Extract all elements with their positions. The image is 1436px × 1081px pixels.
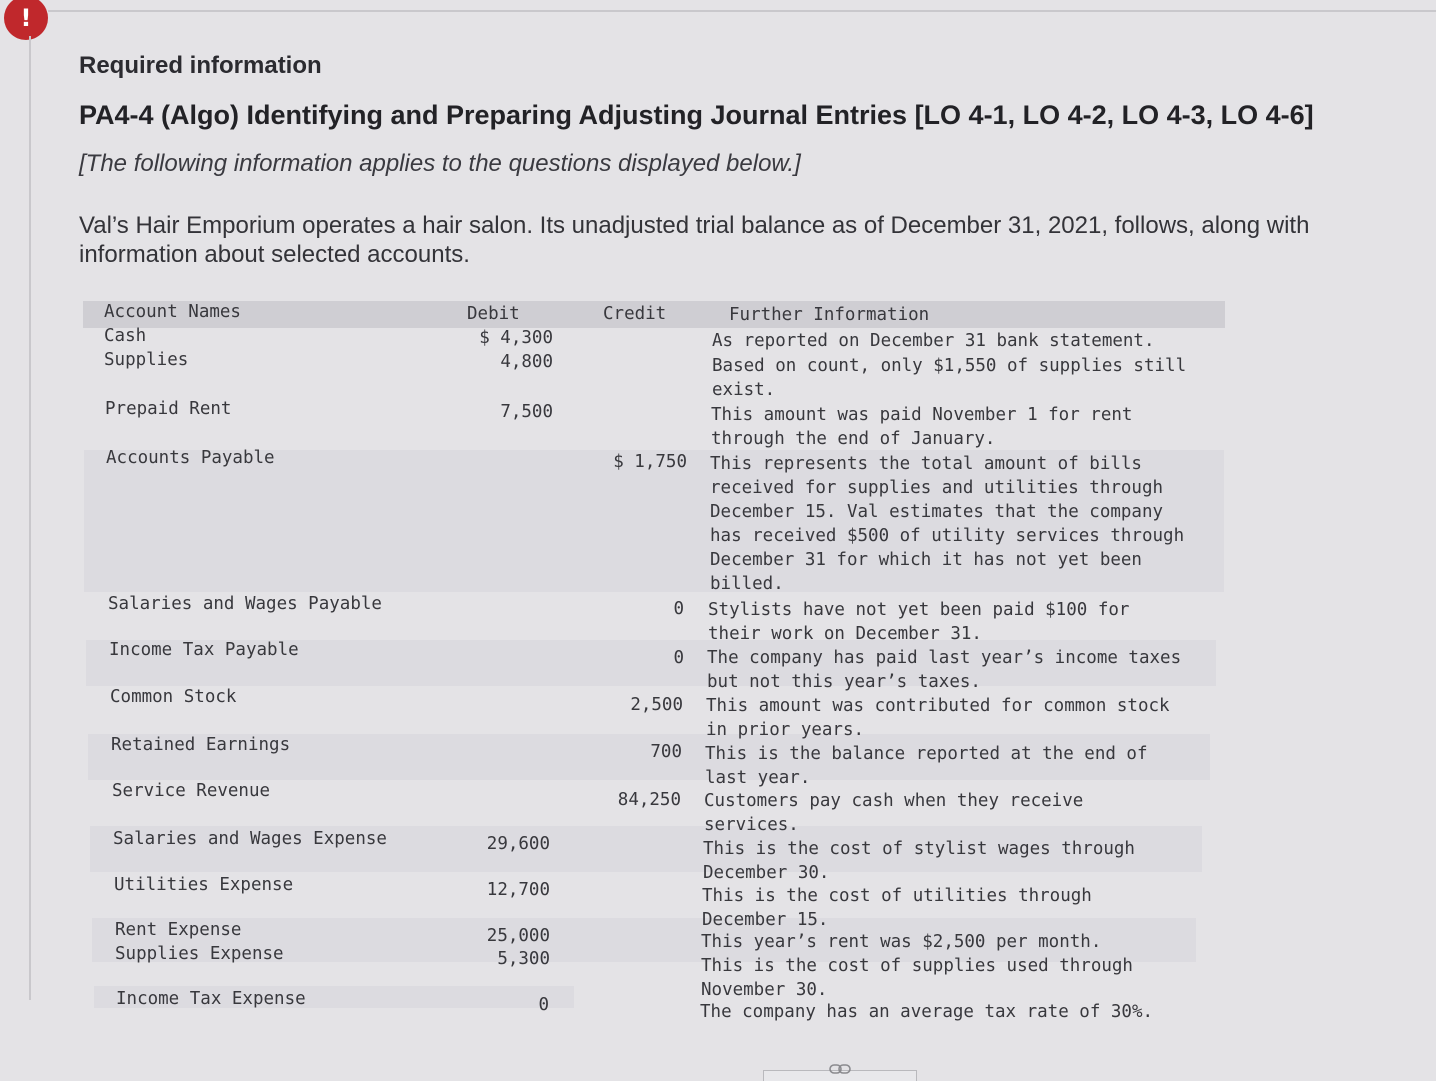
account-name: Accounts Payable xyxy=(106,448,275,468)
account-name: Common Stock xyxy=(110,687,237,707)
account-name: Service Revenue xyxy=(112,781,271,801)
account-names-header: Account Names xyxy=(104,302,241,322)
account-name: Income Tax Expense xyxy=(116,989,306,1009)
credit-value: 0 xyxy=(673,648,684,668)
account-name: Utilities Expense xyxy=(114,875,294,895)
debit-value: 0 xyxy=(538,995,549,1015)
top-divider xyxy=(48,10,1436,12)
debit-value: 29,600 xyxy=(486,834,550,854)
further-information: As reported on December 31 bank statement. xyxy=(712,331,1155,351)
account-name: Retained Earnings xyxy=(111,735,291,755)
intro-paragraph: Val’s Hair Emporium operates a hair salon. Its unadjusted trial balance as of December 31, 2021, follows, along with information about selected accounts. xyxy=(79,212,1310,268)
alert-icon: ! xyxy=(4,0,48,40)
credit-value: 84,250 xyxy=(617,790,681,810)
debit-value: 4,800 xyxy=(500,352,553,372)
left-divider xyxy=(29,36,31,1000)
further-information: Based on count, only $1,550 of supplies still exist. xyxy=(712,356,1187,400)
debit-value: 12,700 xyxy=(486,880,550,900)
credit-header: Credit xyxy=(603,304,667,324)
further-information-header: Further Information xyxy=(729,305,930,325)
account-name: Prepaid Rent xyxy=(105,399,232,419)
further-information: This is the cost of utilities through December 15. xyxy=(702,886,1092,930)
debit-value: $ 4,300 xyxy=(479,328,553,348)
further-information: The company has paid last year’s income taxes but not this year’s taxes. xyxy=(707,648,1182,692)
debit-value: 7,500 xyxy=(500,402,553,422)
instructions-note: [The following information applies to the questions displayed below.] xyxy=(79,150,801,177)
further-information: This year’s rent was $2,500 per month. xyxy=(701,932,1102,952)
required-information-label: Required information xyxy=(79,52,322,79)
further-information: This is the cost of stylist wages through December 30. xyxy=(703,839,1135,883)
credit-value: 2,500 xyxy=(630,695,683,715)
account-name: Cash xyxy=(104,326,147,346)
credit-value: 700 xyxy=(650,742,682,762)
account-name: Salaries and Wages Expense xyxy=(113,829,387,849)
problem-title: PA4-4 (Algo) Identifying and Preparing Adjusting Journal Entries [LO 4-1, LO 4-2, LO 4-3, LO 4-6] xyxy=(79,100,1314,130)
further-information: The company has an average tax rate of 30%. xyxy=(700,1002,1154,1022)
further-information: This amount was contributed for common stock in prior years. xyxy=(706,696,1170,740)
further-information: This amount was paid November 1 for rent through the end of January. xyxy=(711,405,1133,449)
debit-value: 25,000 xyxy=(486,926,550,946)
account-name: Salaries and Wages Payable xyxy=(108,594,382,614)
account-name: Rent Expense xyxy=(115,920,242,940)
credit-value: 0 xyxy=(673,599,684,619)
debit-header: Debit xyxy=(467,304,520,324)
further-information: Customers pay cash when they receive services. xyxy=(704,791,1084,835)
further-information: Stylists have not yet been paid $100 for their work on December 31. xyxy=(708,600,1130,644)
account-name: Supplies Expense xyxy=(115,944,284,964)
link-icon-glyph xyxy=(829,1063,851,1075)
account-name: Income Tax Payable xyxy=(109,640,299,660)
debit-value: 5,300 xyxy=(497,949,550,969)
further-information: This is the balance reported at the end of last year. xyxy=(705,744,1148,788)
link-icon[interactable] xyxy=(826,1062,854,1080)
credit-value: $ 1,750 xyxy=(613,452,687,472)
further-information: This represents the total amount of bills received for supplies and utilities through December 15. Val estimates that the company has received $500 of utility services through December 31 for which it has not yet been billed. xyxy=(710,454,1185,594)
account-name: Supplies xyxy=(104,350,189,370)
further-information: This is the cost of supplies used through November 30. xyxy=(701,956,1133,1000)
